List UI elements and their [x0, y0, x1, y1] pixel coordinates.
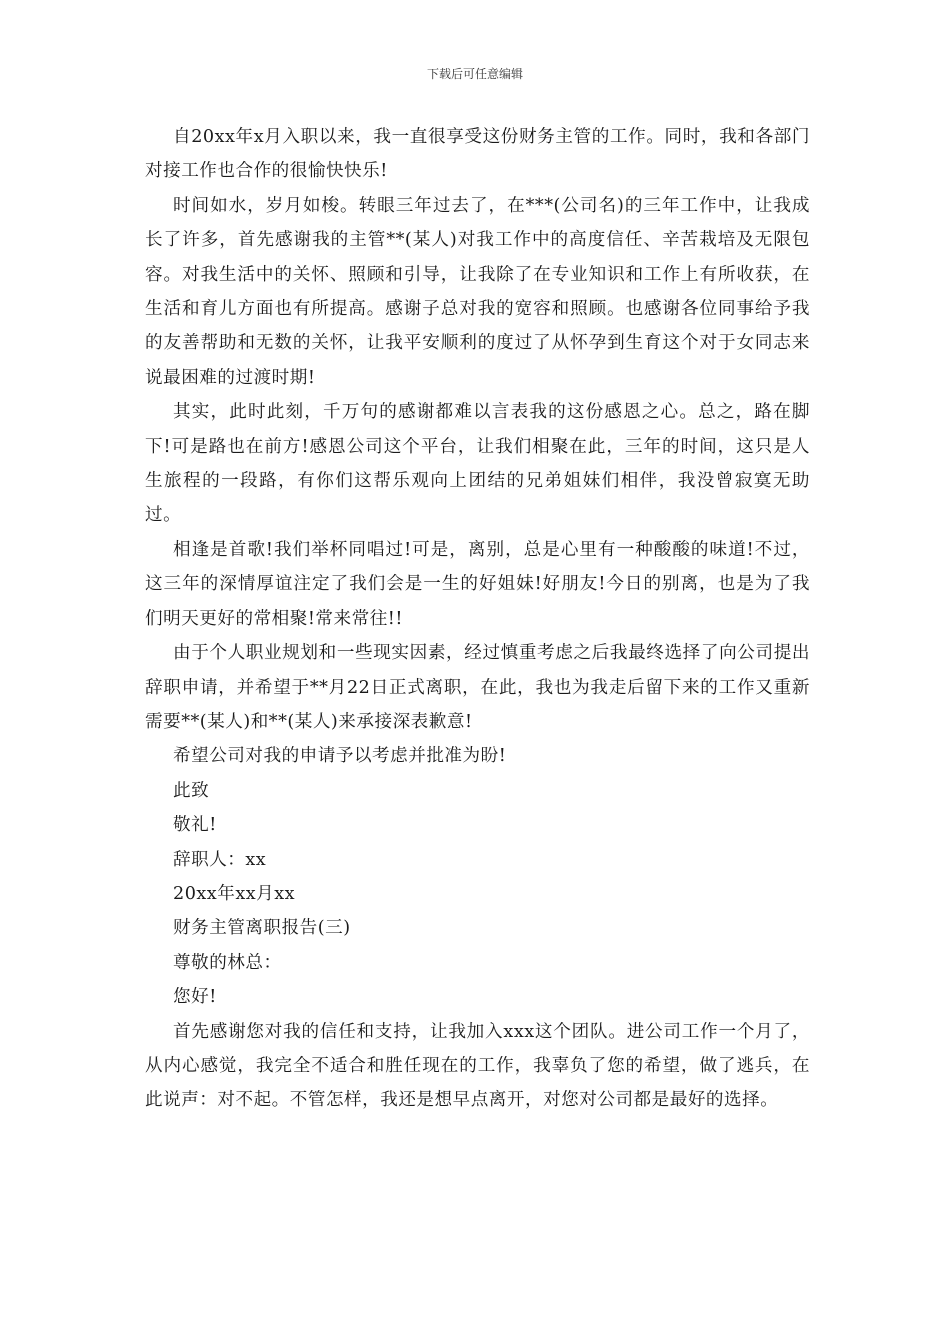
greeting-line: 您好!	[173, 987, 217, 1008]
signature-line: 辞职人：xx	[173, 849, 267, 870]
paragraph-gratitude: 时间如水，岁月如梭。转眼三年过去了，在***(公司名)的三年工作中，让我成长了许多，首先感谢我的主管**(某人)对我工作中的高度信任、辛苦栽培及无限包容。对我生活中的关怀、照顾和引导，让我除了在专业知识和工作上有所收获，在生活和育儿方面也有所提高。感谢子总对我的宽容和照顾。也感谢各位同事给予我的友善帮助和无数的关怀，让我平安顺利的度过了从怀孕到生育这个对于女同志来说最困难的过渡时期!	[145, 195, 810, 388]
page-header-note: 下载后可任意编辑	[426, 67, 523, 81]
recipient-line: 尊敬的林总：	[173, 952, 282, 973]
paragraph-farewell: 相逢是首歌!我们举杯同唱过!可是，离别，总是心里有一种酸酸的味道!不过，这三年的深情厚谊注定了我们会是一生的好姐妹!好朋友!今日的别离，也是为了我们明天更好的常相聚!常来常往!!	[145, 539, 810, 629]
request-line: 希望公司对我的申请予以考虑并批准为盼!	[173, 746, 507, 767]
paragraph-thanks: 其实，此时此刻，千万句的感谢都难以言表我的这份感恩之心。总之，路在脚下!可是路也在前方!感恩公司这个平台，让我们相聚在此，三年的时间，这只是人生旅程的一段路，有你们这帮乐观向上团结的兄弟姐妹们相伴，我没曾寂寞无助过。	[145, 402, 810, 526]
section-title: 财务主管离职报告(三)	[173, 918, 351, 939]
closing-respect: 敬礼!	[173, 815, 217, 836]
paragraph-resignation: 由于个人职业规划和一些现实因素，经过慎重考虑之后我最终选择了向公司提出辞职申请，并希望于**月22日正式离职，在此，我也为我走后留下来的工作又重新需要**(某人)和**(某人)来承接深表歉意!	[145, 643, 810, 732]
document-body	[145, 120, 810, 1118]
date-line: 20xx年xx月xx	[173, 883, 296, 904]
closing-salutation: 此致	[173, 780, 210, 801]
paragraph-intro: 自20xx年x月入职以来，我一直很享受这份财务主管的工作。同时，我和各部门对接工作也合作的很愉快快乐!	[145, 127, 810, 182]
paragraph-final: 首先感谢您对我的信任和支持，让我加入xxx这个团队。进公司工作一个月了，从内心感觉，我完全不适合和胜任现在的工作，我辜负了您的希望，做了逃兵，在此说声：对不起。不管怎样，我还是想早点离开，对您对公司都是最好的选择。	[145, 1021, 810, 1111]
